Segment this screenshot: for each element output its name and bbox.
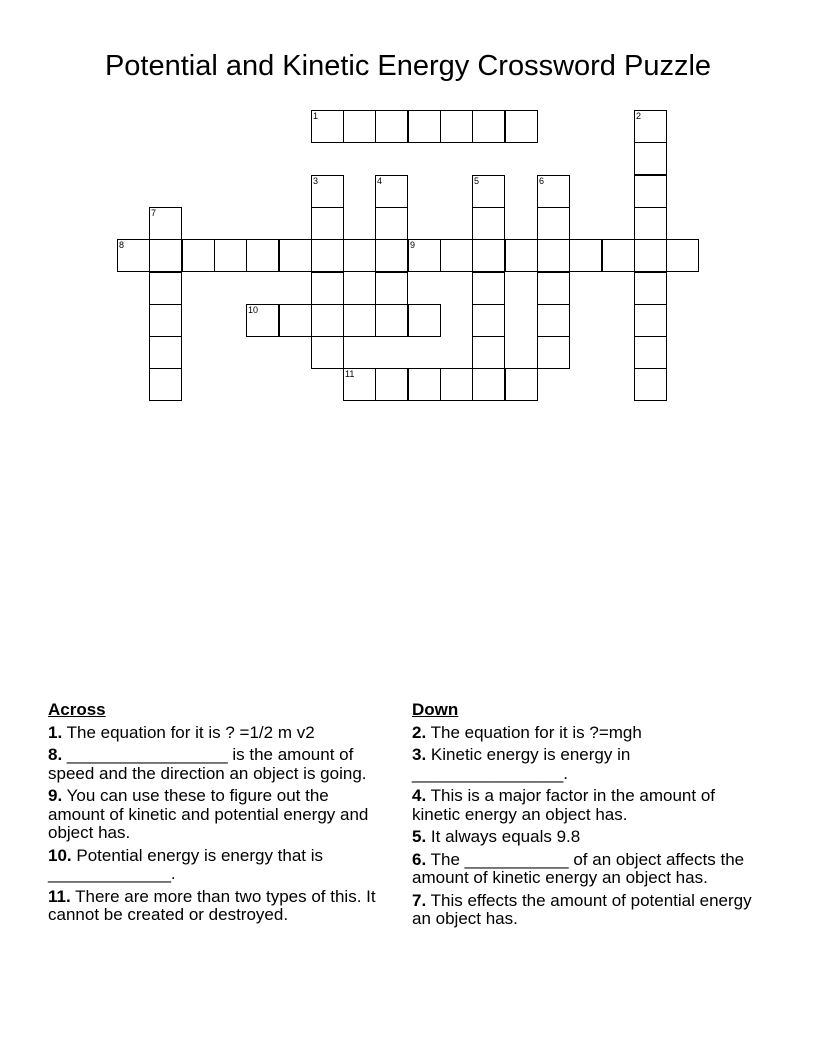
clue-across-10: 10. Potential energy is energy that is _____________. bbox=[48, 845, 324, 883]
grid-cell[interactable] bbox=[634, 336, 667, 369]
down-heading: Down bbox=[412, 700, 459, 719]
clue-number: 11 bbox=[345, 369, 355, 379]
grid-cell[interactable] bbox=[311, 336, 344, 369]
grid-cell[interactable] bbox=[634, 272, 667, 305]
grid-cell[interactable] bbox=[408, 239, 441, 272]
clue-number: 4 bbox=[377, 176, 383, 186]
grid-cell[interactable] bbox=[634, 239, 667, 272]
grid-cell[interactable] bbox=[375, 207, 408, 240]
grid-cell[interactable] bbox=[375, 368, 408, 401]
grid-cell[interactable] bbox=[375, 110, 408, 143]
grid-cell[interactable] bbox=[440, 368, 473, 401]
grid-cell[interactable] bbox=[602, 239, 635, 272]
grid-cell[interactable] bbox=[311, 175, 344, 208]
grid-cell[interactable] bbox=[246, 304, 279, 337]
grid-cell[interactable] bbox=[149, 207, 182, 240]
grid-cell[interactable] bbox=[505, 110, 538, 143]
grid-cell[interactable] bbox=[505, 368, 538, 401]
grid-cell[interactable] bbox=[537, 272, 570, 305]
grid-cell[interactable] bbox=[569, 239, 602, 272]
grid-cell[interactable] bbox=[343, 304, 376, 337]
page-title: Potential and Kinetic Energy Crossword Puzzle bbox=[104, 50, 712, 82]
clue-across-8: 8. _________________ is the amount of speed and the direction an object is going. bbox=[48, 745, 367, 783]
grid-cell[interactable] bbox=[634, 304, 667, 337]
grid-cell[interactable] bbox=[537, 175, 570, 208]
grid-cell[interactable] bbox=[375, 175, 408, 208]
clue-number: 10 bbox=[248, 305, 259, 315]
clue-number: 8 bbox=[119, 240, 125, 250]
clue-across-11: 11. There are more than two types of this. It cannot be created or destroyed. bbox=[48, 886, 376, 924]
grid-cell[interactable] bbox=[472, 239, 505, 272]
grid-cell[interactable] bbox=[634, 142, 667, 175]
clue-across-1: 1. The equation for it is ? =1/2 m v2 bbox=[48, 722, 315, 742]
clue-number: 1 bbox=[313, 111, 319, 121]
grid-cell[interactable] bbox=[537, 336, 570, 369]
grid-cell[interactable] bbox=[472, 207, 505, 240]
grid-cell[interactable] bbox=[149, 239, 182, 272]
grid-cell[interactable] bbox=[440, 239, 473, 272]
grid-cell[interactable] bbox=[666, 239, 699, 272]
grid-cell[interactable] bbox=[375, 239, 408, 272]
grid-cell[interactable] bbox=[149, 272, 182, 305]
grid-cell[interactable] bbox=[311, 239, 344, 272]
grid-cell[interactable] bbox=[537, 304, 570, 337]
grid-cell[interactable] bbox=[279, 304, 312, 337]
grid-cell[interactable] bbox=[472, 110, 505, 143]
grid-cell[interactable] bbox=[149, 368, 182, 401]
clue-number: 2 bbox=[636, 111, 642, 121]
clue-number: 3 bbox=[313, 176, 319, 186]
grid-cell[interactable] bbox=[537, 239, 570, 272]
across-heading: Across bbox=[48, 700, 106, 719]
clue-down-5: 5. It always equals 9.8 bbox=[412, 827, 581, 846]
grid-cell[interactable] bbox=[634, 368, 667, 401]
grid-cell[interactable] bbox=[472, 272, 505, 305]
grid-cell[interactable] bbox=[634, 207, 667, 240]
grid-cell[interactable] bbox=[214, 239, 247, 272]
grid-cell[interactable] bbox=[182, 239, 215, 272]
grid-cell[interactable] bbox=[311, 272, 344, 305]
grid-cell[interactable] bbox=[246, 239, 279, 272]
clue-down-2: 2. The equation for it is ?=mgh bbox=[412, 722, 642, 742]
crossword-grid bbox=[0, 0, 816, 420]
grid-cell[interactable] bbox=[537, 207, 570, 240]
grid-cell[interactable] bbox=[343, 110, 376, 143]
grid-cell[interactable] bbox=[440, 110, 473, 143]
grid-cell[interactable] bbox=[375, 272, 408, 305]
clue-number: 5 bbox=[474, 176, 480, 186]
grid-cell[interactable] bbox=[343, 368, 376, 401]
grid-cell[interactable] bbox=[311, 304, 344, 337]
grid-cell[interactable] bbox=[472, 175, 505, 208]
grid-cell[interactable] bbox=[472, 368, 505, 401]
clue-number: 9 bbox=[410, 240, 416, 250]
grid-cell[interactable] bbox=[149, 336, 182, 369]
clue-number: 7 bbox=[151, 208, 157, 218]
grid-cell[interactable] bbox=[408, 110, 441, 143]
clue-down-6: 6. The ___________ of an object affects the amount of kinetic energy an object has. bbox=[412, 849, 745, 887]
grid-cell[interactable] bbox=[149, 304, 182, 337]
grid-cell[interactable] bbox=[279, 239, 312, 272]
grid-cell[interactable] bbox=[375, 304, 408, 337]
grid-cell[interactable] bbox=[505, 239, 538, 272]
clue-down-4: 4. This is a major factor in the amount of kinetic energy an object has. bbox=[412, 786, 716, 824]
down-clues bbox=[412, 701, 752, 933]
across-clues bbox=[48, 701, 378, 929]
grid-cell[interactable] bbox=[472, 304, 505, 337]
grid-cell[interactable] bbox=[634, 110, 667, 143]
clue-across-9: 9. You can use these to figure out the amount of kinetic and potential energy and object has. bbox=[48, 786, 369, 842]
clue-down-7: 7. This effects the amount of potential energy an object has. bbox=[412, 890, 752, 928]
grid-cell[interactable] bbox=[343, 239, 376, 272]
grid-cell[interactable] bbox=[311, 110, 344, 143]
grid-cell[interactable] bbox=[311, 207, 344, 240]
clue-down-3: 3. Kinetic energy is energy in ________________. bbox=[412, 745, 631, 783]
clue-number: 6 bbox=[539, 176, 545, 186]
grid-cell[interactable] bbox=[634, 175, 667, 208]
grid-cell[interactable] bbox=[117, 239, 150, 272]
grid-cell[interactable] bbox=[408, 368, 441, 401]
grid-cell[interactable] bbox=[472, 336, 505, 369]
grid-cell[interactable] bbox=[408, 304, 441, 337]
